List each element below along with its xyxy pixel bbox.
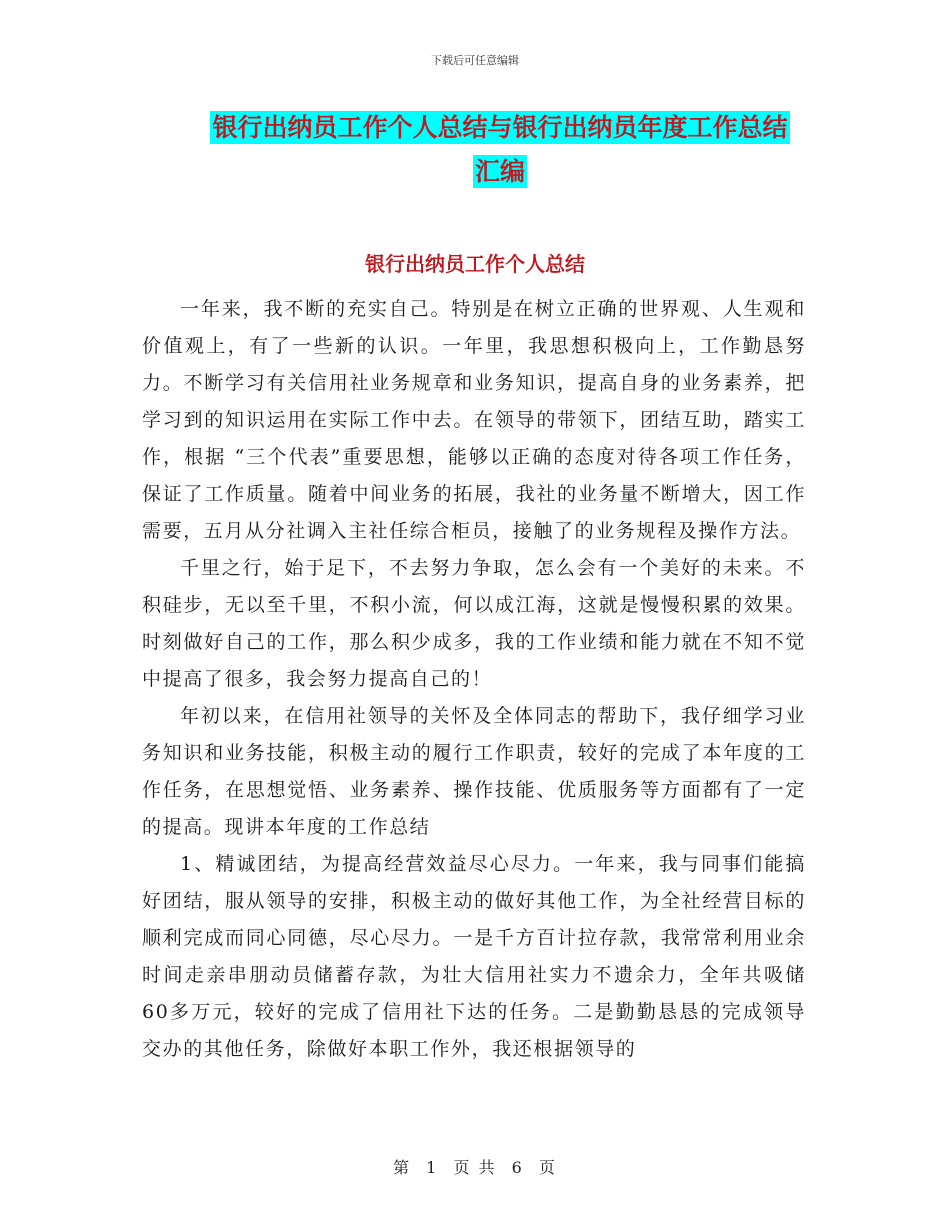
page-label-suffix: 页: [538, 1158, 557, 1177]
paragraph: 千里之行，始于足下，不去努力争取，怎么会有一个美好的未来。不积硅步，无以至千里，不积小流，何以成江海，这就是慢慢积累的效果。时刻做好自己的工作，那么积少成多，我的工作业绩和能力就在不知不觉中提高了很多，我会努力提高自己的！: [142, 557, 806, 690]
page-current: 1: [426, 1158, 439, 1177]
document-title-line2: 汇编: [474, 157, 525, 186]
page-total: 6: [511, 1158, 524, 1177]
page-label-mid: 页 共: [453, 1158, 497, 1177]
section-title: 银行出纳员工作个人总结: [365, 252, 585, 276]
body-text: [142, 291, 806, 1068]
document-title-line1: 银行出纳员工作个人总结与银行出纳员年度工作总结: [212, 113, 788, 142]
header-note: 下载后可任意编辑: [431, 54, 519, 67]
paragraph: 年初以来，在信用社领导的关怀及全体同志的帮助下，我仔细学习业务知识和业务技能，积极主动的履行工作职责，较好的完成了本年度的工作任务，在思想觉悟、业务素养、操作技能、优质服务等方面都有了一定的提高。现讲本年度的工作总结: [142, 705, 806, 838]
page-label-prefix: 第: [393, 1158, 412, 1177]
page-footer: [0, 1155, 950, 1178]
paragraph: 一年来，我不断的充实自己。特别是在树立正确的世界观、人生观和价值观上，有了一些新的认识。一年里，我思想积极向上，工作勤恳努力。不断学习有关信用社业务规章和业务知识，提高自身的业务素养，把学习到的知识运用在实际工作中去。在领导的带领下，团结互助，踏实工作，根据 “三个代表”重要思想，能够以正确的态度对待各项工作任务，保证了工作质量。随着中间业务的拓展，我社的业务量不断增大，因工作需要，五月从分社调入主社任综合柜员，接触了的业务规程及操作方法。: [142, 298, 806, 542]
paragraph: 1、精诚团结，为提高经营效益尽心尽力。一年来，我与同事们能搞好团结，服从领导的安排，积极主动的做好其他工作，为全社经营目标的顺利完成而同心同德，尽心尽力。一是千方百计拉存款，我常常利用业余时间走亲串朋动员储蓄存款，为壮大信用社实力不遗余力，全年共吸储60多万元，较好的完成了信用社下达的任务。二是勤勤恳恳的完成领导交办的其他任务，除做好本职工作外，我还根据领导的: [142, 853, 806, 1060]
document-title: [150, 106, 850, 194]
